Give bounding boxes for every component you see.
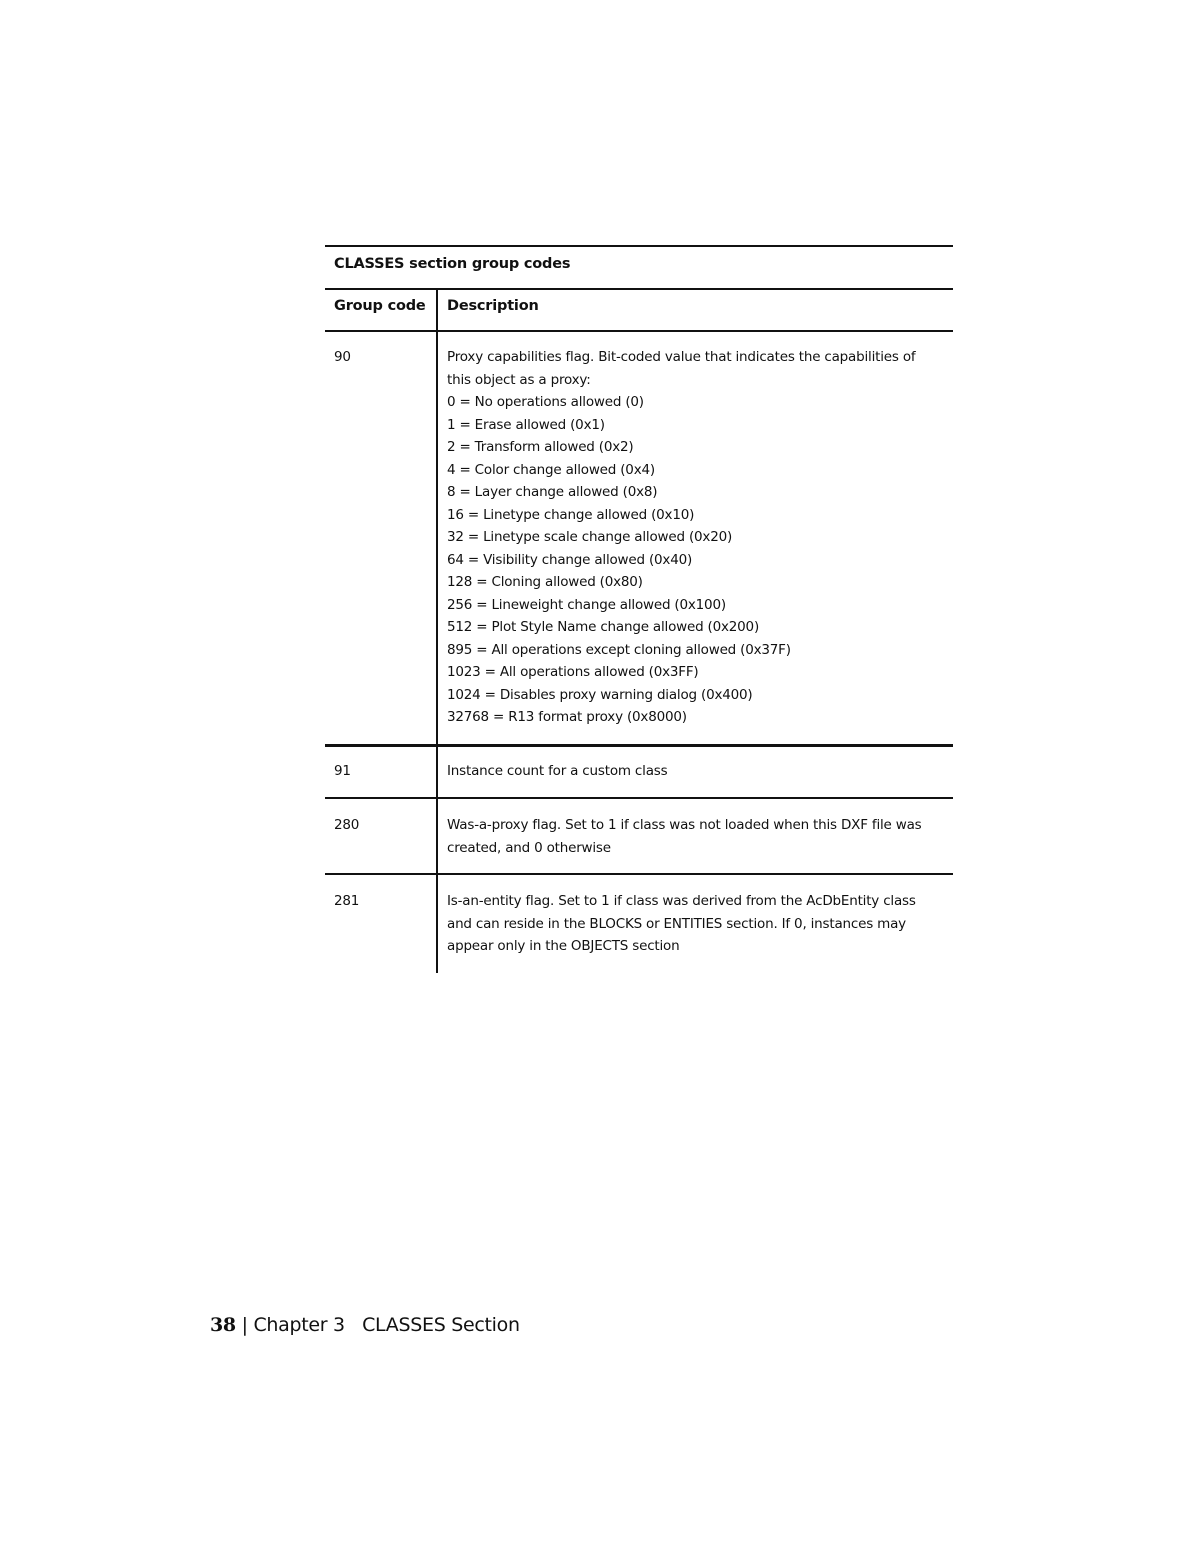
- column-divider: [436, 289, 438, 973]
- header-group-code: Group code: [334, 298, 426, 314]
- header-description: Description: [447, 298, 539, 314]
- description-line: Was-a-proxy flag. Set to 1 if class was not loaded when this DXF file was: [447, 817, 922, 833]
- description-line: 32 = Linetype scale change allowed (0x20): [447, 529, 733, 545]
- description-line: 1024 = Disables proxy warning dialog (0x400): [447, 686, 753, 703]
- table-top-rule: [325, 245, 953, 247]
- description-line: this object as a proxy:: [447, 371, 591, 388]
- description-line: 2 = Transform allowed (0x2): [447, 439, 634, 455]
- description-line: 16 = Linetype change allowed (0x10): [447, 506, 695, 523]
- description-line: 1023 = All operations allowed (0x3FF): [447, 664, 699, 680]
- page-number: 38: [210, 1314, 236, 1336]
- description-line: 1 = Erase allowed (0x1): [447, 416, 605, 433]
- description-line: 0 = No operations allowed (0): [447, 394, 644, 410]
- description-line: created, and 0 otherwise: [447, 839, 611, 856]
- description-line: 8 = Layer change allowed (0x8): [447, 484, 658, 500]
- row-rule: [325, 744, 953, 747]
- description-line: 32768 = R13 format proxy (0x8000): [447, 709, 687, 725]
- description-line: 64 = Visibility change allowed (0x40): [447, 551, 693, 568]
- row-rule: [325, 873, 953, 875]
- group-code-cell: 90: [334, 349, 351, 365]
- description-line: Instance count for a custom class: [447, 763, 668, 779]
- group-code-cell: 280: [334, 817, 360, 833]
- description-line: 256 = Lineweight change allowed (0x100): [447, 596, 726, 613]
- description-line: 512 = Plot Style Name change allowed (0x200): [447, 619, 760, 635]
- section-label: CLASSES Section: [362, 1314, 520, 1336]
- table-title: CLASSES section group codes: [334, 256, 571, 272]
- description-line: 4 = Color change allowed (0x4): [447, 461, 655, 478]
- description-line: Proxy capabilities flag. Bit-coded value that indicates the capabilities of: [447, 349, 916, 365]
- footer-separator: |: [241, 1314, 248, 1336]
- group-code-cell: 91: [334, 763, 351, 779]
- group-code-cell: 281: [334, 893, 360, 909]
- description-line: Is-an-entity flag. Set to 1 if class was derived from the AcDbEntity class: [447, 893, 916, 909]
- header-bottom-rule: [325, 330, 953, 332]
- row-rule: [325, 797, 953, 799]
- page-footer: [210, 1314, 520, 1336]
- description-line: appear only in the OBJECTS section: [447, 938, 680, 954]
- description-line: 895 = All operations except cloning allowed (0x37F): [447, 641, 791, 658]
- header-top-rule: [325, 288, 953, 290]
- description-line: and can reside in the BLOCKS or ENTITIES section. If 0, instances may: [447, 915, 906, 932]
- description-line: 128 = Cloning allowed (0x80): [447, 574, 643, 590]
- chapter-label: Chapter 3: [253, 1314, 345, 1336]
